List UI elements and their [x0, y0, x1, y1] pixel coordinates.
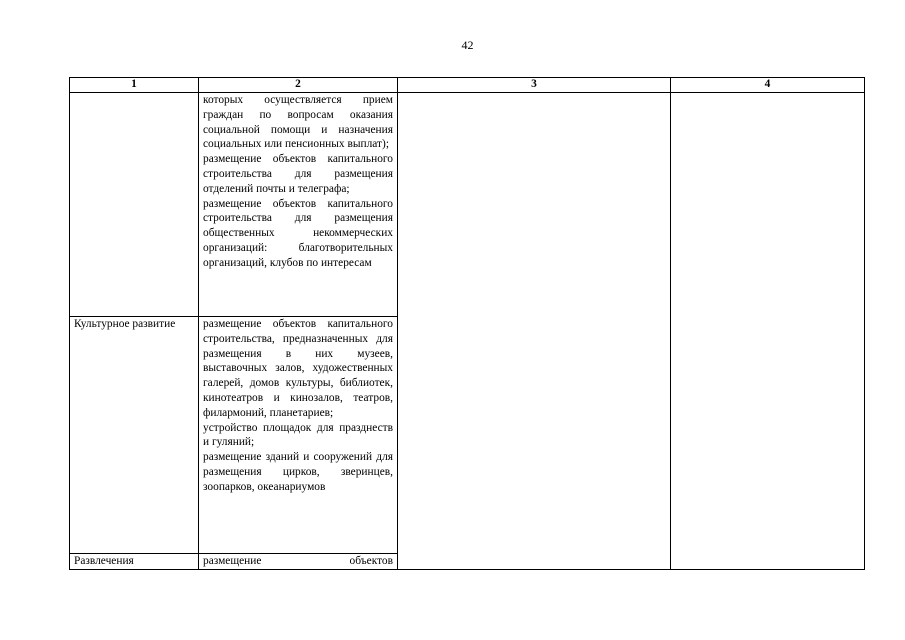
- header-row: [70, 78, 865, 93]
- document-table: [69, 77, 865, 570]
- column-3-cell: [398, 93, 671, 570]
- table-row: [70, 93, 865, 317]
- use-type-name: [70, 93, 199, 317]
- description-paragraph: размещение зданий и сооружений для размещения цирков, зверинцев, зоопарков, океанариумов: [203, 451, 393, 493]
- column-header-4: 4: [671, 78, 865, 93]
- description-paragraph: устройство площадок для празднеств и гуляний;: [203, 421, 393, 449]
- description-paragraph: размещение объектов капитального строительства для размещения общественных некоммерческих организаций: благотворительных организаций, клубов по интересам: [203, 197, 393, 269]
- column-4-cell: [671, 93, 865, 570]
- description-paragraph: размещение объектов: [203, 555, 393, 567]
- use-type-description: [199, 93, 398, 317]
- column-header-1: 1: [70, 78, 199, 93]
- use-type-description: [199, 554, 398, 570]
- use-type-description: [199, 317, 398, 554]
- column-header-2: 2: [199, 78, 398, 93]
- description-paragraph: размещение объектов капитального строительства, предназначенных для размещения в них музеев, выставочных залов, художественных галерей, домов культуры, библиотек, кинотеатров и кинозалов, театров, филармоний, планетариев;: [203, 318, 393, 419]
- column-header-3: 3: [398, 78, 671, 93]
- page-number: 42: [461, 38, 474, 52]
- description-paragraph: размещение объектов капитального строительства для размещения отделений почты и телеграфа;: [203, 153, 393, 195]
- use-type-name: Развлечения: [70, 554, 199, 570]
- description-paragraph: которых осуществляется прием граждан по вопросам оказания социальной помощи и назначения социальных или пенсионных выплат);: [203, 94, 393, 151]
- use-type-name: Культурное развитие: [70, 317, 199, 554]
